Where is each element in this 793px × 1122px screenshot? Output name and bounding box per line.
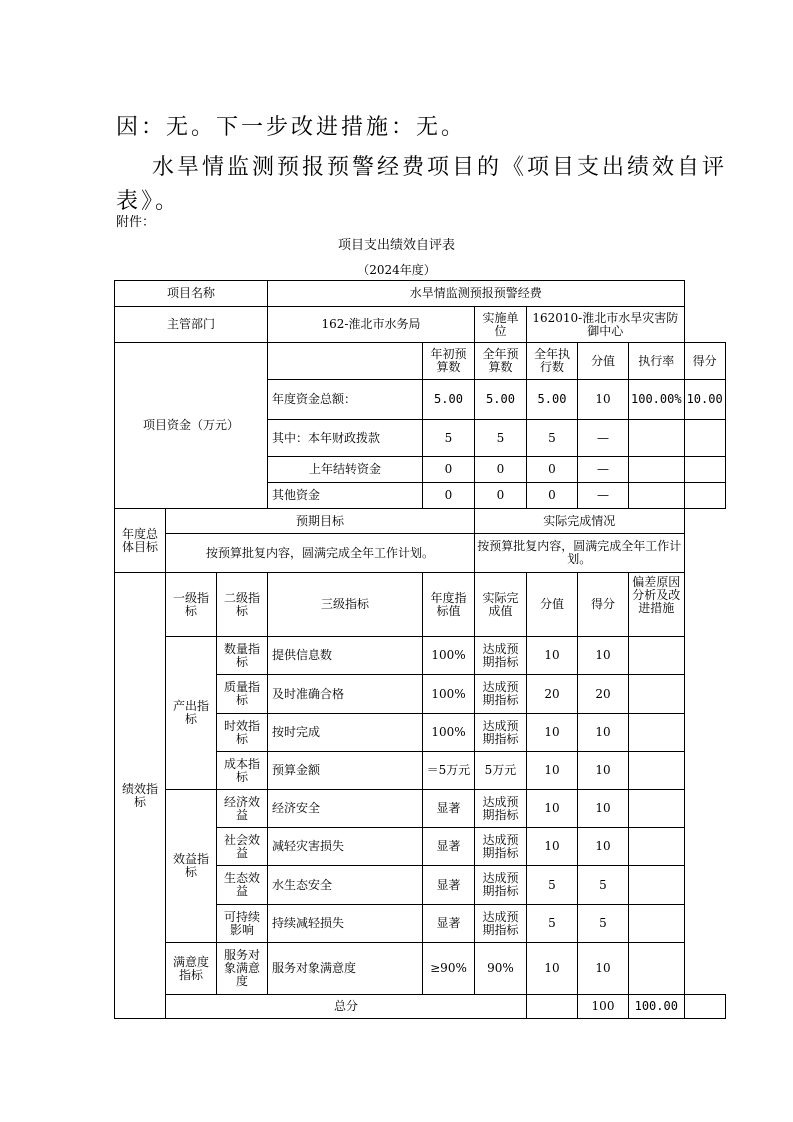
level2-cell: 社会效益 <box>217 828 268 866</box>
level2-cell: 服务对象满意度 <box>217 943 268 995</box>
funds-cell: 5.00 <box>423 380 475 420</box>
score-cell: 10 <box>578 828 629 866</box>
table-year: （2024年度） <box>357 263 436 277</box>
note-cell <box>629 790 685 828</box>
target-cell: ≥90% <box>423 943 475 995</box>
indicator-header: 实际完成值 <box>475 573 527 637</box>
note-cell <box>629 675 685 714</box>
actual-cell: 90% <box>475 943 527 995</box>
level3-cell: 按时完成 <box>268 714 423 752</box>
level3-cell: 持续减轻损失 <box>268 905 423 943</box>
score-cell: 10 <box>578 752 629 790</box>
body-text-line-2: 水旱情监测预报预警经费项目的《项目支出绩效自评 <box>152 155 728 180</box>
project-name: 水旱情监测预报预警经费 <box>268 281 685 307</box>
level2-cell: 经济效益 <box>217 790 268 828</box>
score-cell: 10 <box>578 943 629 995</box>
funds-cell <box>684 420 725 457</box>
weight-cell: 10 <box>527 943 578 995</box>
funds-row-name: 年度资金总额： <box>268 380 423 420</box>
funds-cell <box>684 483 725 509</box>
funds-cell: 0 <box>527 483 578 509</box>
funds-cell: 10.00 <box>684 380 725 420</box>
total-label: 总分 <box>166 995 527 1019</box>
goals-label: 年度总体目标 <box>115 509 166 573</box>
funds-cell: 10 <box>578 380 629 420</box>
level2-cell: 数量指标 <box>217 637 268 675</box>
unit-label: 实施单位 <box>475 307 527 343</box>
actual-cell: 达成预期指标 <box>475 828 527 866</box>
attachment-label: 附件： <box>116 215 156 230</box>
level3-cell: 水生态安全 <box>268 866 423 905</box>
actual-cell: 达成预期指标 <box>475 714 527 752</box>
level2-cell: 成本指标 <box>217 752 268 790</box>
funds-cell <box>629 457 685 483</box>
score-cell: 5 <box>578 866 629 905</box>
actual-cell: 达成预期指标 <box>475 675 527 714</box>
performance-table <box>114 280 726 1019</box>
table-title: 项目支出绩效自评表 <box>337 238 455 253</box>
score-cell: 10 <box>578 714 629 752</box>
funds-cell: 0 <box>475 483 527 509</box>
note-cell <box>629 866 685 905</box>
weight-cell: 10 <box>527 828 578 866</box>
score-cell: 5 <box>578 905 629 943</box>
actual-cell: 达成预期指标 <box>475 866 527 905</box>
funds-row-name: 其中：本年财政拨款 <box>268 420 423 457</box>
project-name-label: 项目名称 <box>115 281 268 307</box>
target-cell: 显著 <box>423 905 475 943</box>
funds-row-name: 其他资金 <box>268 483 423 509</box>
note-cell <box>629 943 685 995</box>
funds-header: 分值 <box>578 343 629 380</box>
weight-cell: 5 <box>527 905 578 943</box>
indicator-header: 得分 <box>578 573 629 637</box>
dept-label: 主管部门 <box>115 307 268 343</box>
funds-cell: — <box>578 457 629 483</box>
note-cell <box>629 714 685 752</box>
level1-satisfaction: 满意度指标 <box>166 943 217 995</box>
funds-header: 全年预算数 <box>475 343 527 380</box>
total-score: 100.00 <box>629 995 685 1019</box>
unit-value: 162010-淮北市水旱灾害防御中心 <box>527 307 685 343</box>
actual-cell: 达成预期指标 <box>475 637 527 675</box>
indicator-header: 偏差原因分析及改进措施 <box>629 573 685 637</box>
total-weight: 100 <box>578 995 629 1019</box>
indicator-header: 二级指标 <box>217 573 268 637</box>
weight-cell: 10 <box>527 752 578 790</box>
actual-cell: 5万元 <box>475 752 527 790</box>
indicators-label: 绩效指标 <box>115 573 166 1019</box>
goals-expected-header: 预期目标 <box>166 509 475 534</box>
dept-value: 162-淮北市水务局 <box>268 307 475 343</box>
level2-cell: 质量指标 <box>217 675 268 714</box>
total-note <box>684 995 725 1019</box>
note-cell <box>629 828 685 866</box>
level3-cell: 服务对象满意度 <box>268 943 423 995</box>
funds-cell: — <box>578 420 629 457</box>
funds-row-name: 上年结转资金 <box>268 457 423 483</box>
funds-cell: 5 <box>423 420 475 457</box>
level3-cell: 减轻灾害损失 <box>268 828 423 866</box>
funds-cell <box>629 483 685 509</box>
weight-cell: 10 <box>527 790 578 828</box>
funds-cell: 0 <box>475 457 527 483</box>
level3-cell: 提供信息数 <box>268 637 423 675</box>
funds-header: 年初预算数 <box>423 343 475 380</box>
actual-cell: 达成预期指标 <box>475 790 527 828</box>
level3-cell: 及时准确合格 <box>268 675 423 714</box>
level2-cell: 可持续影响 <box>217 905 268 943</box>
level1-benefit: 效益指标 <box>166 790 217 943</box>
target-cell: 显著 <box>423 866 475 905</box>
funds-header: 执行率 <box>629 343 685 380</box>
indicator-header: 分值 <box>527 573 578 637</box>
target-cell: ＝5万元 <box>423 752 475 790</box>
note-cell <box>629 905 685 943</box>
score-cell: 20 <box>578 675 629 714</box>
funds-cell: 0 <box>423 483 475 509</box>
target-cell: 显著 <box>423 828 475 866</box>
weight-cell: 10 <box>527 714 578 752</box>
funds-cell: 5.00 <box>527 380 578 420</box>
funds-cell: 5.00 <box>475 380 527 420</box>
weight-cell: 10 <box>527 637 578 675</box>
target-cell: 100% <box>423 714 475 752</box>
weight-cell: 20 <box>527 675 578 714</box>
level3-cell: 预算金额 <box>268 752 423 790</box>
score-cell: 10 <box>578 637 629 675</box>
funds-cell: 5 <box>527 420 578 457</box>
weight-cell: 5 <box>527 866 578 905</box>
note-cell <box>629 637 685 675</box>
body-text-line-3: 表》。 <box>116 189 181 214</box>
funds-cell <box>629 420 685 457</box>
score-cell: 10 <box>578 790 629 828</box>
target-cell: 100% <box>423 637 475 675</box>
goals-actual: 按预算批复内容，圆满完成全年工作计划。 <box>475 534 685 573</box>
funds-label: 项目资金（万元） <box>115 343 268 509</box>
target-cell: 显著 <box>423 790 475 828</box>
level2-cell: 时效指标 <box>217 714 268 752</box>
total-blank <box>527 995 578 1019</box>
funds-cell: 0 <box>527 457 578 483</box>
funds-cell: 5 <box>475 420 527 457</box>
level3-cell: 经济安全 <box>268 790 423 828</box>
funds-header: 全年执行数 <box>527 343 578 380</box>
level1-output: 产出指标 <box>166 637 217 790</box>
level2-cell: 生态效益 <box>217 866 268 905</box>
goals-actual-header: 实际完成情况 <box>475 509 685 534</box>
note-cell <box>629 752 685 790</box>
funds-cell: — <box>578 483 629 509</box>
target-cell: 100% <box>423 675 475 714</box>
funds-header: 得分 <box>684 343 725 380</box>
funds-cell: 0 <box>423 457 475 483</box>
goals-expected: 按预算批复内容，圆满完成全年工作计划。 <box>166 534 475 573</box>
indicator-header: 年度指标值 <box>423 573 475 637</box>
indicator-header: 三级指标 <box>268 573 423 637</box>
funds-header-blank <box>268 343 423 380</box>
indicator-header: 一级指标 <box>166 573 217 637</box>
funds-cell <box>684 457 725 483</box>
body-text-line-1: 因：无。下一步改进措施：无。 <box>116 115 467 140</box>
actual-cell: 达成预期指标 <box>475 905 527 943</box>
funds-cell: 100.00% <box>629 380 685 420</box>
